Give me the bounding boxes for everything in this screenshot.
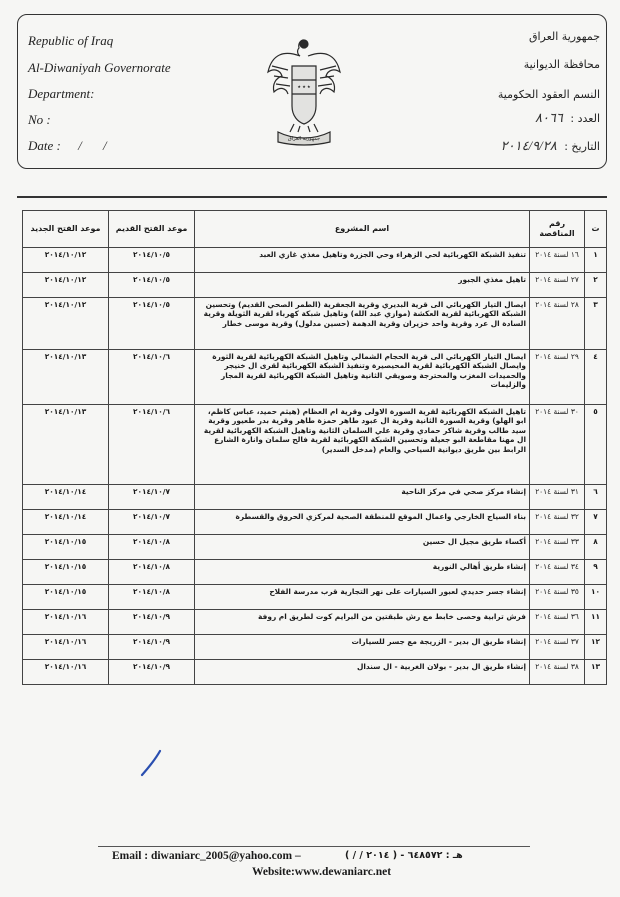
row-number: ١: [585, 248, 607, 273]
row-old-date: ٢٠١٤/١٠/٨: [109, 560, 195, 585]
row-new-date: ٢٠١٤/١٠/١٢: [23, 248, 109, 273]
row-number: ١٢: [585, 635, 607, 660]
table-row: [23, 485, 607, 510]
header-date-ar: [497, 138, 600, 154]
row-old-date: ٢٠١٤/١٠/٧: [109, 485, 195, 510]
row-project-name: ايصال التيار الكهربائي الى قرية الحجام الشمالي وتاهيل الشبكة الكهربائية لقرية الثورة وايصال الشبكة الكهربائية لقرية المحيصيرة وتنفيذ الشبكة الكهربائية لقرى ال خنيجر والحميدات المغزب والمحترجة وصويقي الثانية وتاهيل الشبكة الكهربائية لقرية المجار والزليمات: [195, 350, 530, 405]
header-department-ar: النسم العقود الحكومية: [497, 88, 600, 101]
row-tender-number: ٢٨ لسنة ٢٠١٤: [530, 298, 585, 350]
row-number: ٩: [585, 560, 607, 585]
row-new-date: ٢٠١٤/١٠/١٣: [23, 405, 109, 485]
table-row: [23, 273, 607, 298]
row-tender-number: ١٦ لسنة ٢٠١٤: [530, 248, 585, 273]
footer-email: Email : diwaniarc_2005@yahoo.com –: [112, 850, 301, 862]
row-number: ٨: [585, 535, 607, 560]
row-old-date: ٢٠١٤/١٠/٦: [109, 350, 195, 405]
row-old-date: ٢٠١٤/١٠/٥: [109, 248, 195, 273]
row-tender-number: ٣٠ لسنة ٢٠١٤: [530, 405, 585, 485]
row-new-date: ٢٠١٤/١٠/١٦: [23, 660, 109, 685]
header-date-label: Date :: [28, 138, 61, 153]
footer-divider: [98, 846, 530, 847]
row-tender-number: ٣٢ لسنة ٢٠١٤: [530, 510, 585, 535]
header-tender: رقم المناقصة: [530, 211, 585, 248]
table-row: [23, 635, 607, 660]
table-row: [23, 610, 607, 635]
header-old-date: موعد الفتح القديم: [109, 211, 195, 248]
row-old-date: ٢٠١٤/١٠/٥: [109, 298, 195, 350]
iraq-eagle-emblem-icon: [264, 32, 344, 147]
row-old-date: ٢٠١٤/١٠/٥: [109, 273, 195, 298]
row-new-date: ٢٠١٤/١٠/١٤: [23, 510, 109, 535]
row-project-name: تاهيل مغذي الجبور: [195, 273, 530, 298]
row-old-date: ٢٠١٤/١٠/٩: [109, 610, 195, 635]
row-project-name: أكساء طريق مجيل ال حسين: [195, 535, 530, 560]
row-number: ١٠: [585, 585, 607, 610]
row-number: ٣: [585, 298, 607, 350]
row-tender-number: ٣٦ لسنة ٢٠١٤: [530, 610, 585, 635]
row-tender-number: ٢٩ لسنة ٢٠١٤: [530, 350, 585, 405]
header-date-sep-1: /: [78, 138, 82, 153]
table-row: [23, 510, 607, 535]
row-project-name: إنشاء طريق أهالي النورية: [195, 560, 530, 585]
row-new-date: ٢٠١٤/١٠/١٥: [23, 535, 109, 560]
header-number-label: العدد :: [570, 112, 600, 125]
svg-text:★ ★ ★: ★ ★ ★: [297, 84, 311, 89]
row-new-date: ٢٠١٤/١٠/١٢: [23, 298, 109, 350]
row-tender-number: ٣٤ لسنة ٢٠١٤: [530, 560, 585, 585]
footer-website: Website:www.dewaniarc.net: [252, 866, 392, 878]
header-date-en: [28, 138, 111, 154]
header-divider: [17, 196, 607, 198]
row-tender-number: ٣٣ لسنة ٢٠١٤: [530, 535, 585, 560]
table-row: [23, 535, 607, 560]
row-number: ١١: [585, 610, 607, 635]
table-row: [23, 585, 607, 610]
header-department-label: Department:: [28, 86, 95, 101]
row-new-date: ٢٠١٤/١٠/١٢: [23, 273, 109, 298]
row-project-name: إنشاء طريق ال بدير - بولان الغربية - ال سندال: [195, 660, 530, 685]
row-project-name: ايصال التيار الكهربائي الى قرية البديري وقرية الجعفرية (الطمر الصحي القديم) وتحسين الشبكة الكهربائية لقرية العكشة (موازي عبد الله) وتاهيل شبكة كهرباء لقرية الثويلة وقرية السادة ال عرد وقرية واحد خزيران وقرية الدهمة (حسين مدلول) وقرية موسى خطار: [195, 298, 530, 350]
header-number-value: ٨٠٦٦: [534, 110, 563, 125]
table-row: [23, 248, 607, 273]
row-new-date: ٢٠١٤/١٠/١٦: [23, 635, 109, 660]
table-row: [23, 350, 607, 405]
row-project-name: فرش ترابية وحصى خابط مع رش طبقتين من البرايم كوت لطريق ام روفة: [195, 610, 530, 635]
header-number-ar: [531, 110, 600, 126]
row-project-name: إنشاء طريق ال بدير - الزريجة مع جسر للسيارات: [195, 635, 530, 660]
header-no: ت: [585, 211, 607, 248]
table-row: [23, 405, 607, 485]
row-old-date: ٢٠١٤/١٠/٩: [109, 660, 195, 685]
header-date-ar-value: ٢٠١٤/٩/٢٨: [500, 138, 557, 153]
table-row: [23, 560, 607, 585]
row-number: ٧: [585, 510, 607, 535]
row-old-date: ٢٠١٤/١٠/٨: [109, 585, 195, 610]
header-date-ar-label: التاريخ :: [564, 140, 600, 153]
row-tender-number: ٣٨ لسنة ٢٠١٤: [530, 660, 585, 685]
row-number: ٢: [585, 273, 607, 298]
row-number: ١٣: [585, 660, 607, 685]
projects-table: [22, 210, 607, 685]
header-governorate-ar: محافظة الديوانية: [523, 58, 600, 71]
row-tender-number: ٣١ لسنة ٢٠١٤: [530, 485, 585, 510]
row-tender-number: ٢٧ لسنة ٢٠١٤: [530, 273, 585, 298]
header-republic-ar: جمهورية العراق: [528, 30, 600, 43]
row-project-name: بناء السياج الخارجي واعمال الموقع للمنطقة الصحية لمركزي الحروق والقسطرة: [195, 510, 530, 535]
row-tender-number: ٣٧ لسنة ٢٠١٤: [530, 635, 585, 660]
header-republic-en: Republic of Iraq: [28, 33, 114, 48]
pen-mark-icon: [138, 748, 168, 778]
row-old-date: ٢٠١٤/١٠/٧: [109, 510, 195, 535]
footer-phone: هـ : ٦٤٨٥٧٢ - ( ٢٠١٤ / / ): [345, 850, 463, 861]
row-new-date: ٢٠١٤/١٠/١٤: [23, 485, 109, 510]
row-new-date: ٢٠١٤/١٠/١٥: [23, 560, 109, 585]
header-no-label: No :: [28, 112, 51, 127]
row-tender-number: ٣٥ لسنة ٢٠١٤: [530, 585, 585, 610]
row-new-date: ٢٠١٤/١٠/١٦: [23, 610, 109, 635]
row-old-date: ٢٠١٤/١٠/٨: [109, 535, 195, 560]
row-project-name: إنشاء مركز صحي في مركز الناحية: [195, 485, 530, 510]
header-project-name: اسم المشروع: [195, 211, 530, 248]
table-row: [23, 298, 607, 350]
header-governorate-en: Al-Diwaniyah Governorate: [28, 60, 171, 75]
row-project-name: تاهيل الشبكة الكهربائية لقرية السورة الاولى وقرية ام العظام (هيثم حميد، عباس كاظم، ابو الهلو) وقرية السورة الثانية وقرية ال عبود طاهر حمزة طاهر وقرية بدر طعيور وقرية سيد طالب وقرية شاكر حمادي وقرية علي السلمان الثانية وتاهيل الشبكة الكهربائية لقرية ال مهنا مقاطعة البو جعيلة وتحسين الشبكة الكهربائية لقرية فالح سلمان وانارة الشارع الرابط بين طريق ديوانية السياحي والعام (مدخل السدير): [195, 405, 530, 485]
row-project-name: إنشاء جسر حديدي لعبور السيارات على نهر التجارية قرب مدرسة الفلاح: [195, 585, 530, 610]
row-number: ٤: [585, 350, 607, 405]
row-new-date: ٢٠١٤/١٠/١٣: [23, 350, 109, 405]
header-date-sep-2: /: [102, 138, 107, 153]
row-number: ٥: [585, 405, 607, 485]
row-project-name: تنفيذ الشبكة الكهربائية لحي الزهراء وحي الجزرة وتاهيل مغذي غازي العبد: [195, 248, 530, 273]
table-row: [23, 660, 607, 685]
row-old-date: ٢٠١٤/١٠/٦: [109, 405, 195, 485]
row-number: ٦: [585, 485, 607, 510]
emblem-caption: جمهورية العراق: [287, 136, 321, 142]
table-header-row: [23, 211, 607, 248]
row-old-date: ٢٠١٤/١٠/٩: [109, 635, 195, 660]
row-new-date: ٢٠١٤/١٠/١٥: [23, 585, 109, 610]
header-new-date: موعد الفتح الجديد: [23, 211, 109, 248]
